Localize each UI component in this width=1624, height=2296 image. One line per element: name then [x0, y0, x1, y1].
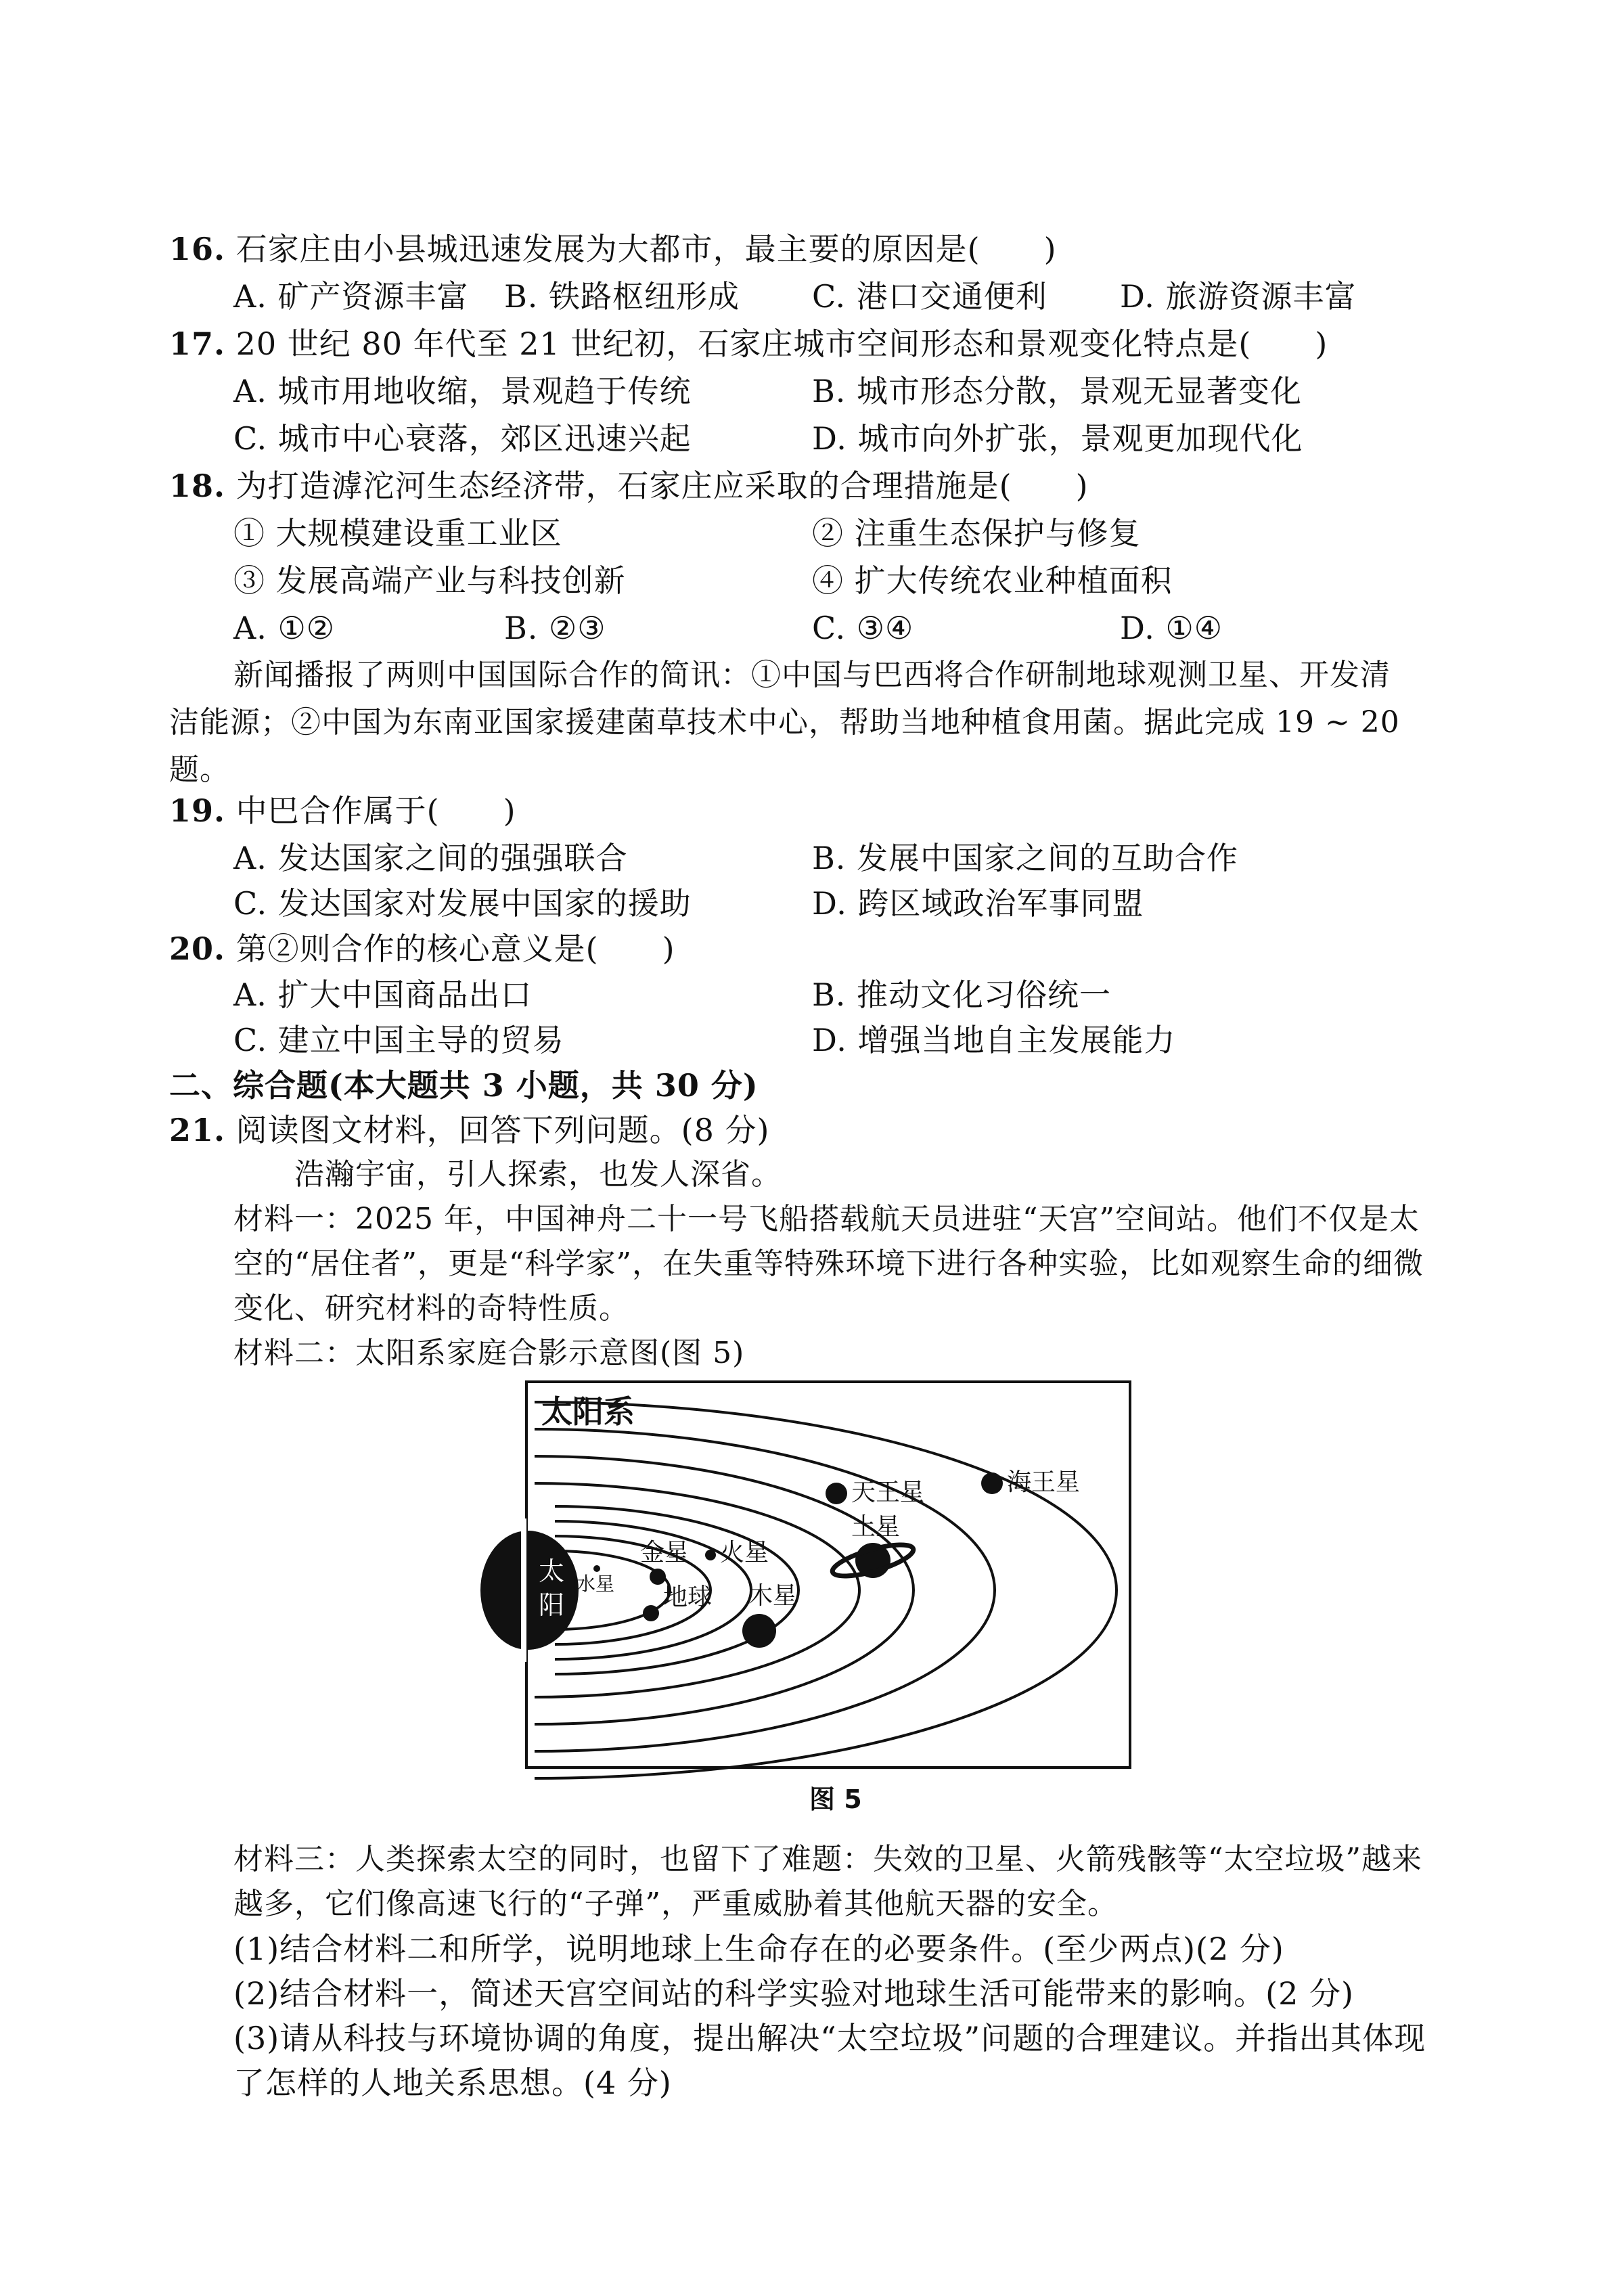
q20-option-c: C. 建立中国主导的贸易 [233, 1022, 564, 1058]
q16-option-a: A. 矿产资源丰富 [233, 278, 469, 315]
q20-option-d: D. 增强当地自主发展能力 [812, 1022, 1176, 1058]
sun-edge-mask [521, 1518, 526, 1662]
earth-dot [643, 1605, 659, 1621]
q19-option-c: C. 发达国家对发展中国家的援助 [233, 885, 692, 922]
q19-number: 19. [169, 792, 226, 829]
q17-option-c: C. 城市中心衰落，郊区迅速兴起 [233, 420, 692, 457]
saturn-label: 土星 [851, 1513, 901, 1541]
mars-label: 火星 [720, 1539, 769, 1567]
q18-option-d: D. ①④ [1120, 610, 1223, 646]
q21-stem: 阅读图文材料，回答下列问题。(8 分) [235, 1112, 770, 1148]
q18-item-1: ① 大规模建设重工业区 [233, 515, 562, 552]
mercury-dot [593, 1565, 600, 1572]
figure-caption: 图 5 [809, 1784, 862, 1814]
neptune-label: 海王星 [1007, 1468, 1081, 1496]
q17-number: 17. [169, 325, 226, 362]
q17-option-a: A. 城市用地收缩，景观趋于传统 [233, 373, 692, 409]
jupiter-dot [742, 1614, 776, 1648]
venus-label: 金星 [640, 1539, 690, 1567]
q21-sub2: (2)结合材料一，简述天宫空间站的科学实验对地球生活可能带来的影响。(2 分) [233, 1975, 1354, 2012]
q21-sub3-line-1: (3)请从科技与环境协调的角度，提出解决“太空垃圾”问题的合理建议。并指出其体现 [233, 2020, 1426, 2056]
q21-material1-line-3: 变化、研究材料的奇特性质。 [233, 1291, 629, 1326]
q21-material2: 材料二：太阳系家庭合影示意图(图 5) [233, 1336, 745, 1370]
q20-option-a: A. 扩大中国商品出口 [233, 976, 533, 1013]
q16-number: 16. [169, 231, 226, 267]
mercury-label: 水星 [577, 1573, 615, 1595]
q20-stem: 第②则合作的核心意义是( ) [235, 930, 675, 967]
q16-option-d: D. 旅游资源丰富 [1120, 278, 1357, 315]
q17-option-b: B. 城市形态分散，景观无显著变化 [812, 373, 1303, 409]
q17-stem: 20 世纪 80 年代至 21 世纪初，石家庄城市空间形态和景观变化特点是( ) [235, 325, 1328, 362]
q18-number: 18. [169, 468, 226, 504]
q16-stem: 石家庄由小县城迅速发展为大都市，最主要的原因是( ) [235, 231, 1057, 267]
q21-sub3-line-2: 了怎样的人地关系思想。(4 分) [233, 2065, 672, 2101]
sun-label-1: 太 [539, 1556, 565, 1586]
mars-dot [705, 1550, 716, 1560]
q16-option-b: B. 铁路枢纽形成 [504, 278, 740, 315]
q18-item-2: ② 注重生态保护与修复 [812, 515, 1141, 552]
q21-material3-line-2: 越多，它们像高速飞行的“子弹”，严重威胁着其他航天器的安全。 [233, 1887, 1118, 1921]
jupiter-label: 木星 [748, 1582, 798, 1610]
section-2-title: 二、综合题(本大题共 3 小题，共 30 分) [169, 1067, 759, 1104]
q19-stem: 中巴合作属于( ) [235, 792, 516, 829]
neptune-dot [981, 1472, 1003, 1494]
sun-label-2: 阳 [539, 1590, 565, 1620]
q18-option-a: A. ①② [233, 610, 335, 646]
q21-intro: 浩瀚宇宙，引人探索，也发人深省。 [294, 1157, 782, 1192]
q21-material1-line-2: 空的“居住者”，更是“科学家”，在失重等特殊环境下进行各种实验，比如观察生命的细微 [233, 1246, 1424, 1281]
passage-line-2: 洁能源；②中国为东南亚国家援建菌草技术中心，帮助当地种植食用菌。据此完成 19 ~ 20 [169, 705, 1400, 740]
q21-material1-line-1: 材料一：2025 年，中国神舟二十一号飞船搭载航天员进驻“天宫”空间站。他们不仅是太 [233, 1202, 1420, 1236]
uranus-dot [826, 1483, 847, 1504]
passage-line-3: 题。 [169, 752, 230, 787]
figure-frame [526, 1382, 1130, 1768]
earth-label: 地球 [663, 1583, 713, 1611]
q18-item-3: ③ 发展高端产业与科技创新 [233, 562, 626, 599]
q21-sub1: (1)结合材料二和所学，说明地球上生命存在的必要条件。(至少两点)(2 分) [233, 1931, 1284, 1967]
figure-title: 太阳系 [541, 1393, 635, 1430]
q20-number: 20. [169, 930, 226, 967]
q19-option-d: D. 跨区域政治军事同盟 [812, 885, 1144, 922]
q19-option-a: A. 发达国家之间的强强联合 [233, 840, 628, 876]
q18-item-4: ④ 扩大传统农业种植面积 [812, 562, 1173, 599]
q21-material3-line-1: 材料三：人类探索太空的同时，也留下了难题：失效的卫星、火箭残骸等“太空垃圾”越来 [233, 1842, 1422, 1876]
q18-option-b: B. ②③ [504, 610, 606, 646]
q18-option-c: C. ③④ [812, 610, 914, 646]
q21-number: 21. [169, 1112, 226, 1148]
uranus-label: 天王星 [851, 1479, 925, 1506]
passage-line-1: 新闻播报了两则中国国际合作的简讯：①中国与巴西将合作研制地球观测卫星、开发清 [233, 658, 1391, 692]
q16-option-c: C. 港口交通便利 [812, 278, 1047, 315]
venus-dot [650, 1569, 666, 1585]
q17-option-d: D. 城市向外扩张，景观更加现代化 [812, 420, 1303, 457]
q19-option-b: B. 发展中国家之间的互助合作 [812, 840, 1239, 876]
q18-stem: 为打造滹沱河生态经济带，石家庄应采取的合理措施是( ) [235, 468, 1089, 504]
q20-option-b: B. 推动文化习俗统一 [812, 976, 1112, 1013]
